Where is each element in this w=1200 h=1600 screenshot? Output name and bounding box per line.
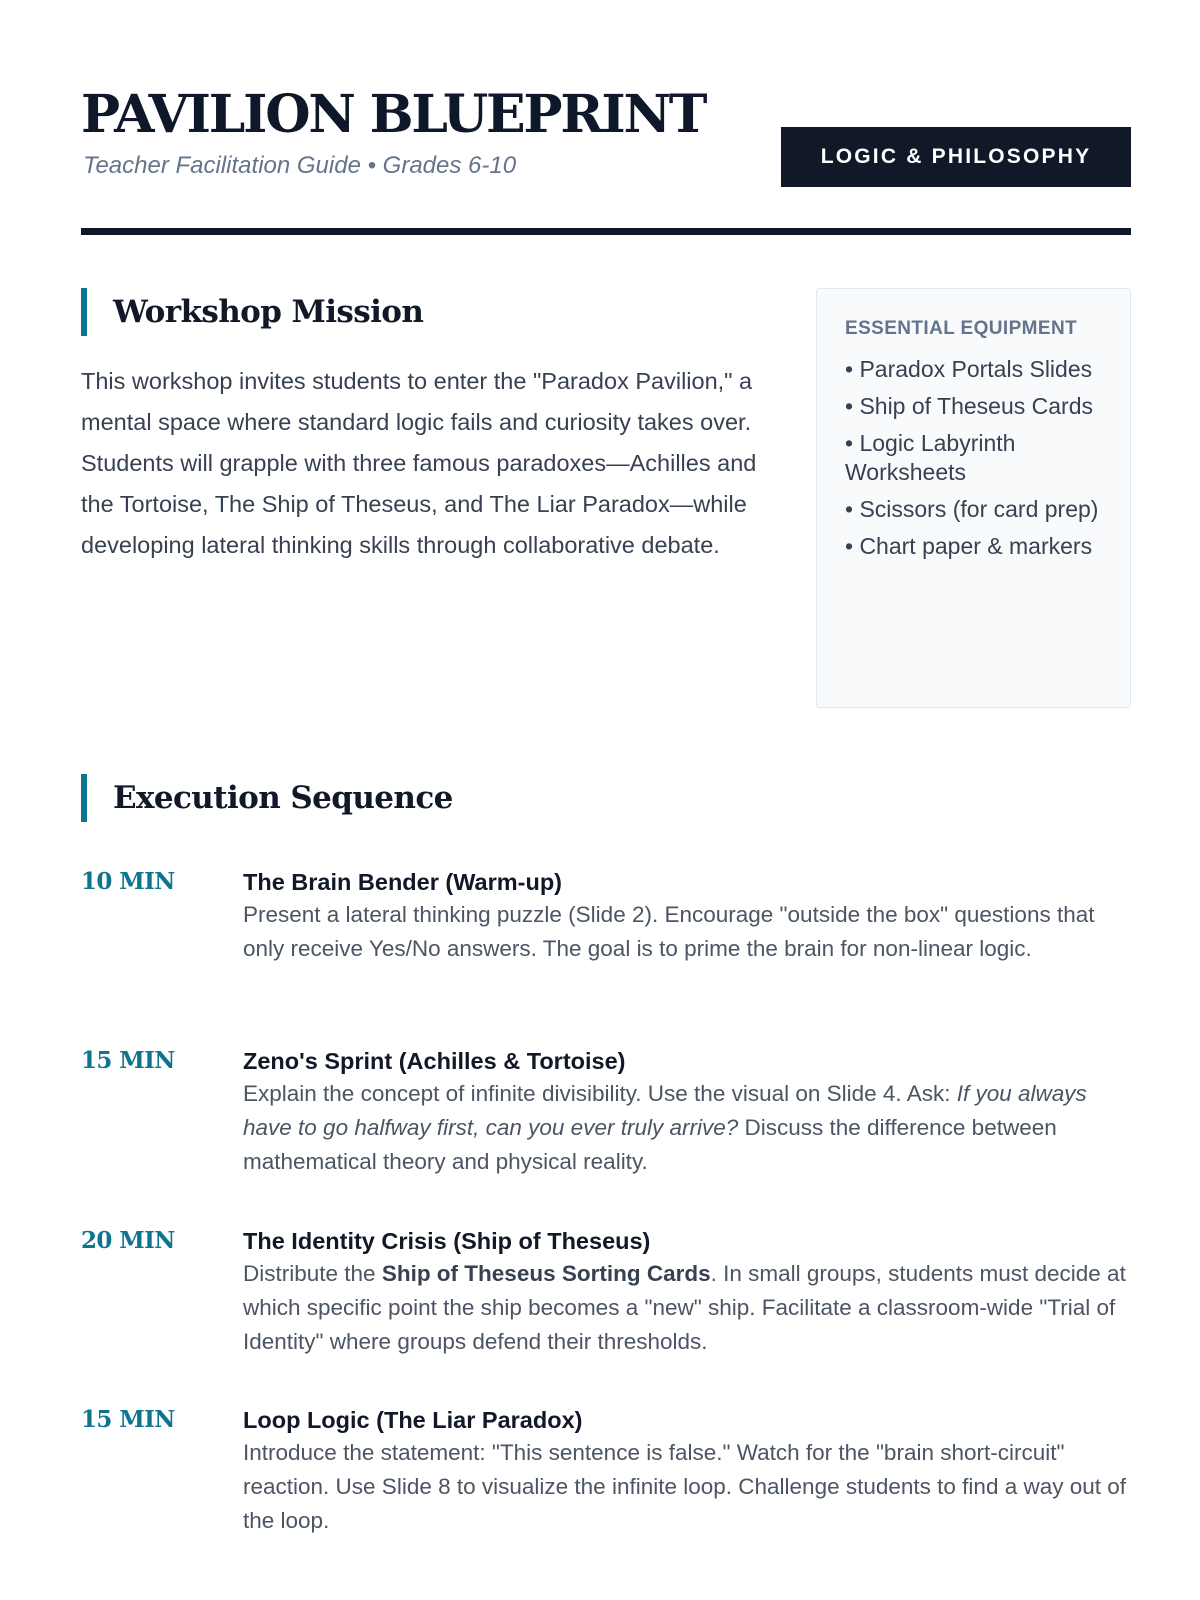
step-description-start: Distribute the <box>243 1261 382 1286</box>
step-duration: 15 MIN <box>81 1406 175 1433</box>
step-description-end: Discuss the difference between mathematical theory and physical reality. <box>243 1115 1057 1174</box>
step-description-question: If you always have to go halfway first, can you ever truly arrive? <box>243 1081 1087 1140</box>
equipment-item: • Ship of Theseus Cards <box>845 393 1093 419</box>
step-description-end: . In small groups, students must decide at which specific point the ship becomes a "new" ship. Facilitate a classroom-wide "Trial of Identity" where groups defend their thresholds. <box>243 1261 1126 1354</box>
equipment-box <box>816 288 1131 708</box>
mission-text: This workshop invites students to enter the "Paradox Pavilion," a mental space where standard logic fails and curiosity takes over. Students will grapple with three famous paradoxes—Achilles and the Tortoise, The Ship of Theseus, and The Liar Paradox—while developing lateral thinking skills through collaborative debate. <box>81 368 757 558</box>
mission-heading: Workshop Mission <box>81 288 423 336</box>
step-body <box>243 1225 1131 1359</box>
document-page <box>81 0 1131 1600</box>
equipment-item: • Scissors (for card prep) <box>845 496 1099 522</box>
step-title: The Identity Crisis (Ship of Theseus) <box>243 1228 651 1254</box>
equipment-item: • Logic Labyrinth Worksheets <box>845 430 1016 485</box>
step-duration: 15 MIN <box>81 1047 175 1074</box>
document-subtitle: Teacher Facilitation Guide • Grades 6-10 <box>83 152 517 179</box>
step-description <box>243 1257 1131 1359</box>
category-badge: LOGIC & PHILOSOPHY <box>781 127 1131 187</box>
sequence-heading: Execution Sequence <box>81 774 453 822</box>
equipment-list <box>845 355 1106 561</box>
equipment-title: ESSENTIAL EQUIPMENT <box>845 318 1078 339</box>
step-description-start: Explain the concept of infinite divisibility. Use the visual on Slide 4. Ask: <box>243 1081 957 1106</box>
header-divider <box>81 228 1131 235</box>
document-title: PAVILION BLUEPRINT <box>81 84 706 145</box>
step-description: Introduce the statement: "This sentence is false." Watch for the "brain short-circuit" reaction. Use Slide 8 to visualize the infinite loop. Challenge students to find a way out of the loop. <box>243 1440 1127 1533</box>
step-description-cards: Ship of Theseus Sorting Cards <box>381 1261 711 1286</box>
step-title: Zeno's Sprint (Achilles & Tortoise) <box>243 1048 626 1074</box>
equipment-item: • Chart paper & markers <box>845 533 1093 559</box>
step-duration: 20 MIN <box>81 1227 175 1254</box>
step-title: The Brain Bender (Warm-up) <box>243 869 563 895</box>
step-body <box>243 1404 1131 1538</box>
step-description: Present a lateral thinking puzzle (Slide 2). Encourage "outside the box" questions that only receive Yes/No answers. The goal is to prime the brain for non-linear logic. <box>243 902 1095 961</box>
step-duration: 10 MIN <box>81 868 175 895</box>
step-description <box>243 1077 1131 1179</box>
equipment-item: • Paradox Portals Slides <box>845 356 1093 382</box>
step-body <box>243 1045 1131 1179</box>
document-header <box>81 84 1131 234</box>
step-title: Loop Logic (The Liar Paradox) <box>243 1407 583 1433</box>
step-body <box>243 866 1131 966</box>
